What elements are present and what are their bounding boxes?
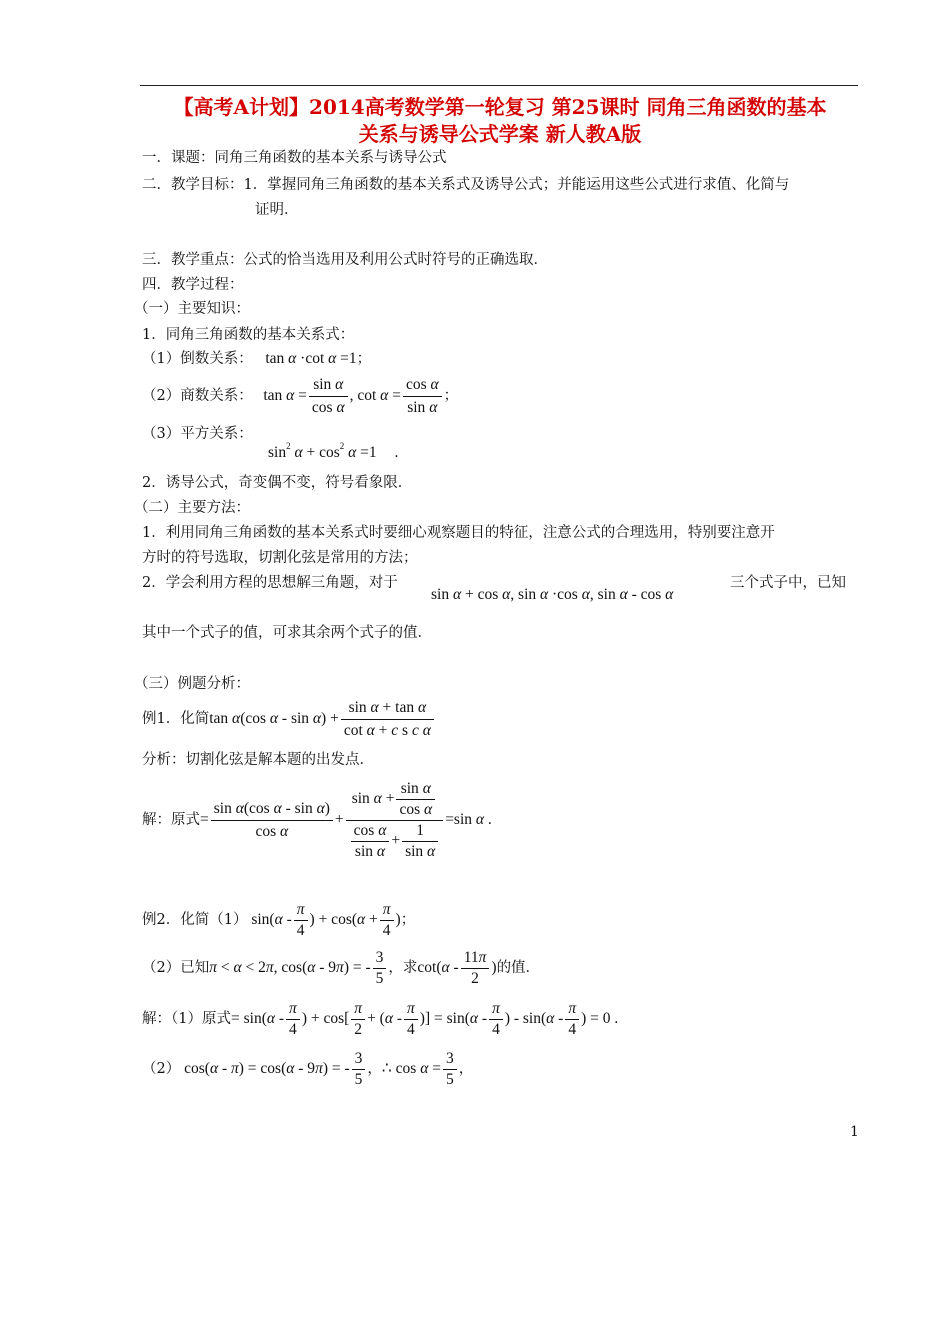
methods-heading: （二）主要方法：: [134, 500, 250, 516]
method-1-line-2: 方时的符号选取，切割化弦是常用的方法；: [142, 550, 418, 566]
method-1-line-1: 1．利用同角三角函数的基本关系式时要细心观察题目的特征，注意公式的合理选用，特别要注意开: [142, 525, 775, 541]
example-2-part-2-ask: ，求: [388, 960, 418, 976]
document-title: [130, 94, 870, 148]
solution-2-part-2-label: （2）: [142, 1061, 181, 1077]
example-1-label: 例1．化简: [142, 711, 210, 727]
focus-line: 三．教学重点：公式的恰当选用及利用公式时符号的正确选取．: [142, 252, 548, 268]
method-2-end: 三个式子中，已知: [730, 575, 846, 591]
example-1-analysis: 分析：切割化弦是解本题的出发点．: [142, 752, 374, 768]
example-1: 例1．化简tan α(cos α - sin α) + $\frac{\text{sin α + tan α}}{\text{cot α + c s c α}}$: [142, 696, 436, 742]
topic-line: 一．课题：同角三角函数的基本关系与诱导公式: [142, 150, 447, 166]
solution-2-label: 解：（1）原式: [142, 1011, 231, 1027]
square-relation-label: （3）平方关系：: [142, 426, 253, 442]
goal-line-2: 证明．: [255, 202, 299, 218]
example-2-label: 例2．化简（1）: [142, 912, 248, 928]
knowledge-item-2: 2．诱导公式，奇变偶不变，符号看象限．: [142, 475, 413, 491]
example-2-part-2-end: 的值．: [496, 960, 541, 976]
example-1-solution: 解：原式= $\frac{\text{sin α(cos α - sin α)}}{\text{cos α}}$ + sin α + $\frac{\text{sin α}}{\text{cos α}}$ $\frac{\text{cos α}}{\text{sin α}}$ + $\frac{1}{\text{sin α}}$ =sin α .: [142, 779, 492, 860]
example-2-part-1: 例2．化简（1） sin(α - $\frac{\pi}{4}$ ) + cos(α + $\frac{\pi}{4}$ )；: [142, 900, 416, 939]
solution-2-part-2: （2） cos(α - π) = cos(α - 9π) = - $\frac{3}{5}$ ，∴ cos α = $\frac{3}{5}$ ，: [142, 1049, 474, 1088]
goal-line-1: 二．教学目标：1．掌握同角三角函数的基本关系式及诱导公式；并能运用这些公式进行求值、化简与: [142, 177, 790, 193]
header-rule: [140, 85, 858, 86]
method-2-expressions: sin α + cos α, sin α ·cos α, sin α - cos α: [431, 586, 674, 603]
method-2-start: 2．学会利用方程的思想解三角题，对于: [142, 575, 398, 591]
title-line-1: 【高考A计划】2014高考数学第一轮复习 第25课时 同角三角函数的基本: [173, 95, 827, 119]
reciprocal-label: （1）倒数关系：: [142, 351, 253, 367]
example-2-part-2: （2）已知π < α < 2π, cos(α - 9π) = - $\frac{3}{5}$ ，求cot(α - $\frac{11\pi}{2}$ )的值．: [142, 948, 541, 987]
process-heading: 四．教学过程：: [142, 277, 244, 293]
example-2-part-2-label: （2）已知: [142, 960, 210, 976]
quotient-label: （2）商数关系：: [142, 388, 253, 404]
method-2-line-2: 其中一个式子的值，可求其余两个式子的值．: [142, 625, 432, 641]
quotient-relation: （2）商数关系： tan α = $\frac{\text{sin α}}{\text{cos α}}$ , cot α = $\frac{\text{cos α}}{\text{sin α}}$ ；: [142, 375, 459, 416]
reciprocal-relation: （1）倒数关系： tan α ·cot α =1；: [142, 350, 372, 367]
knowledge-item-1: 1．同角三角函数的基本关系式：: [142, 327, 355, 343]
example-1-solution-label: 解：原式: [142, 812, 200, 828]
knowledge-heading: （一）主要知识：: [134, 301, 250, 317]
square-relation-formula: $\sin^2 \alpha + \cos^2 \alpha =1$ .: [268, 441, 399, 461]
examples-heading: （三）例题分析：: [134, 676, 250, 692]
page-number: 1: [850, 1124, 859, 1140]
solution-2-part-1: 解：（1）原式= sin(α - $\frac{\pi}{4}$ ) + cos[ $\frac{\pi}{2}$ + (α - $\frac{\pi}{4}$ )] = sin(α - $\frac{\pi}{4}$ ) - sin(α - $\frac{\pi}{4}$ ) = 0 .: [142, 999, 619, 1038]
title-line-2: 关系与诱导公式学案 新人教A版: [358, 122, 642, 146]
